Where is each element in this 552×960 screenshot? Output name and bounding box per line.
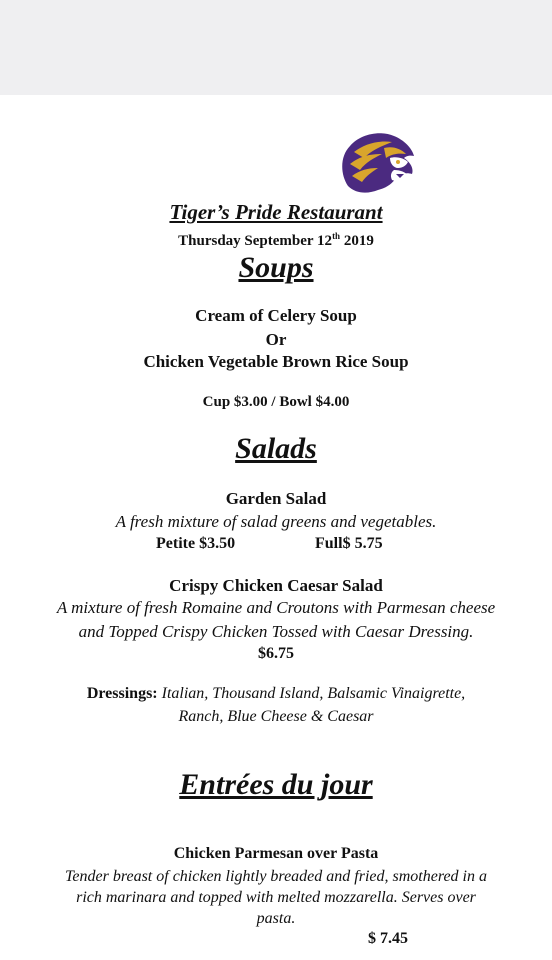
caesar-salad-name: Crispy Chicken Caesar Salad [169,576,383,595]
browser-top-bar [0,0,552,95]
dressings-list-1: Italian, Thousand Island, Balsamic Vinaigrette, [157,685,466,702]
soups-heading: Soups [238,251,314,284]
garden-salad-description: A fresh mixture of salad greens and vegetables. [115,512,437,531]
menu-date [0,231,552,250]
caesar-salad-description-line-2: and Topped Crispy Chicken Tossed with Caesar Dressing. [78,622,474,641]
soup-price: Cup $3.00 / Bowl $4.00 [202,394,350,410]
entree-description-line-1: Tender breast of chicken lightly breaded and fried, smothered in a [64,868,487,885]
salads-heading: Salads [235,432,317,465]
dressings-line-1 [0,685,552,703]
soup-item-2: Chicken Vegetable Brown Rice Soup [143,352,409,371]
caesar-salad-price: $6.75 [258,645,294,662]
date-year: 2019 [340,233,374,249]
garden-salad-name: Garden Salad [225,489,327,508]
date-suffix-sup: th [332,231,341,241]
caesar-salad-description-line-1: A mixture of fresh Romaine and Croutons with Parmesan cheese [56,598,496,617]
tiger-head-icon [334,128,420,198]
date-prefix: Thursday September 12 [178,233,333,249]
soup-item-1: Cream of Celery Soup [195,306,357,325]
entree-description-line-3: pasta. [256,910,296,927]
garden-salad-full-price: Full$ 5.75 [315,535,383,552]
entree-price: $ 7.45 [368,930,408,947]
dressings-line-2: Ranch, Blue Cheese & Caesar [178,708,374,725]
dressings-label: Dressings: [86,685,158,702]
entrees-heading: Entrées du jour [179,768,373,801]
entree-description-line-2: rich marinara and topped with melted mozzarella. Serves over [76,889,476,906]
restaurant-name: Tiger’s Pride Restaurant [169,200,383,224]
soup-or: Or [265,330,287,349]
garden-salad-petite-price: Petite $3.50 [156,535,236,552]
entree-name: Chicken Parmesan over Pasta [173,845,379,862]
